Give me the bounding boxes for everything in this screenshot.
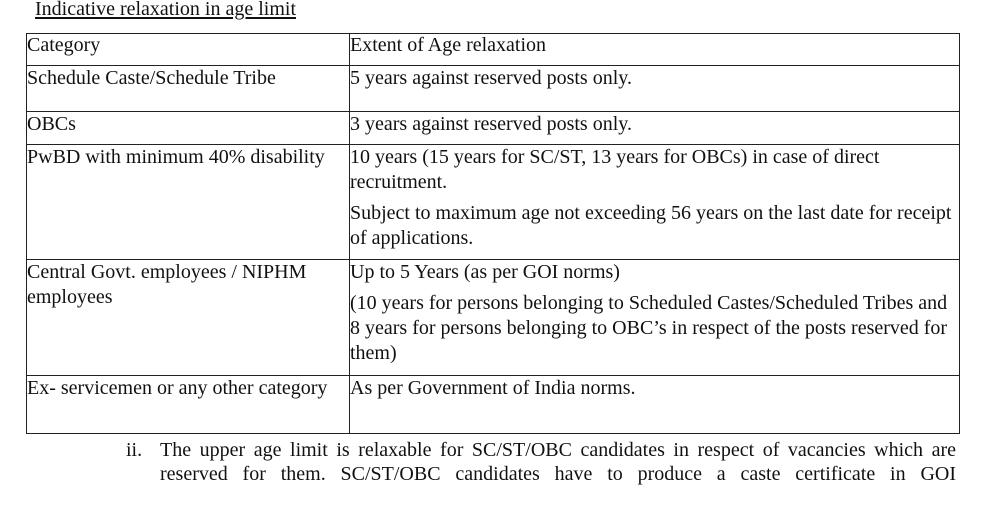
extent-cell bbox=[350, 376, 960, 434]
extent-text: (10 years for persons belonging to Scheduled Castes/Scheduled Tribes and 8 years for persons belonging to OBC’s in respect of the posts reserved for them) bbox=[350, 292, 948, 364]
header-extent: Extent of Age relaxation bbox=[350, 34, 960, 66]
category-cell: Schedule Caste/Schedule Tribe bbox=[27, 66, 350, 112]
category-cell: Central Govt. employees / NIPHM employees bbox=[27, 260, 350, 376]
table-row bbox=[27, 66, 960, 112]
table-row bbox=[27, 112, 960, 145]
category-cell: PwBD with minimum 40% disability bbox=[27, 145, 350, 260]
note-number: ii. bbox=[126, 439, 143, 461]
category-cell: Ex- servicemen or any other category bbox=[27, 376, 350, 434]
note-text: The upper age limit is relaxable for SC/ST/OBC candidates in respect of vacancies which are reserved for them. SC/ST/OBC candidates have to produce a caste certificate in GOI bbox=[160, 439, 956, 485]
extent-text: Subject to maximum age not exceeding 56 years on the last date for receipt of applications. bbox=[350, 202, 952, 249]
extent-text: Up to 5 Years (as per GOI norms) bbox=[350, 261, 620, 283]
extent-text: 10 years (15 years for SC/ST, 13 years for OBCs) in case of direct recruitment. bbox=[350, 146, 880, 193]
extent-cell bbox=[350, 260, 960, 376]
extent-cell bbox=[350, 112, 960, 145]
table-row bbox=[27, 145, 960, 260]
section-heading: Indicative relaxation in age limit bbox=[35, 0, 297, 20]
table-row bbox=[27, 260, 960, 376]
extent-text: 3 years against reserved posts only. bbox=[350, 113, 632, 135]
header-category: Category bbox=[27, 34, 350, 66]
extent-cell bbox=[350, 145, 960, 260]
age-relaxation-table bbox=[26, 33, 960, 434]
extent-cell bbox=[350, 66, 960, 112]
category-cell: OBCs bbox=[27, 112, 350, 145]
table-row bbox=[27, 376, 960, 434]
extent-text: As per Government of India norms. bbox=[350, 377, 636, 399]
note-paragraph bbox=[126, 438, 956, 486]
extent-text: 5 years against reserved posts only. bbox=[350, 67, 632, 89]
table-header-row bbox=[27, 34, 960, 66]
